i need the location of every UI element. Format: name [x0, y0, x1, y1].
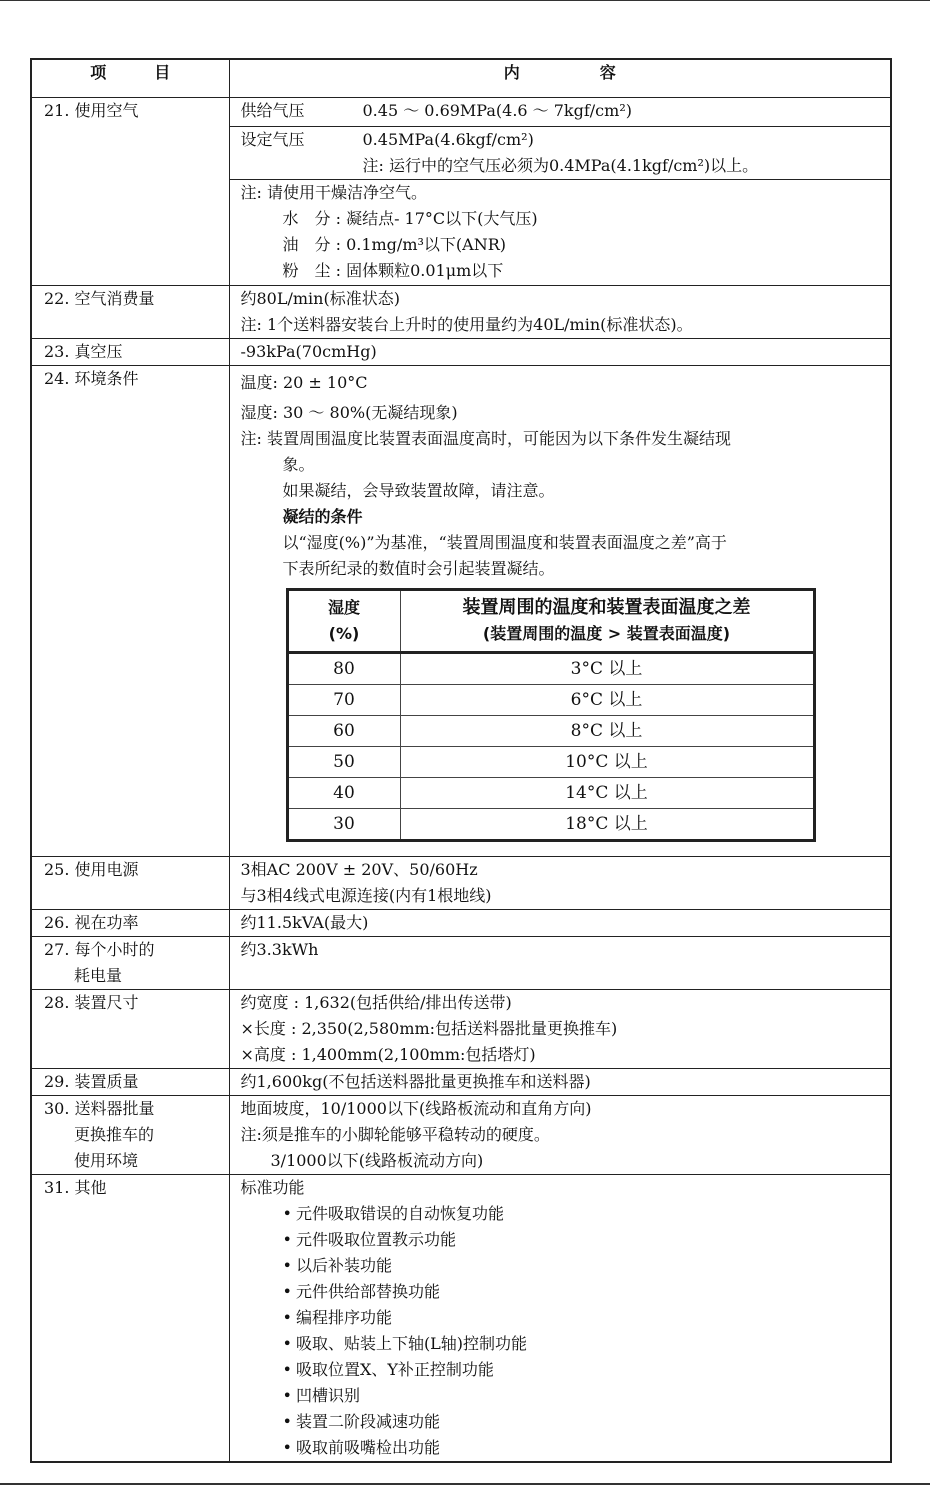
table-row: [31, 286, 891, 339]
item-label: 30. 送料器批量: [44, 1099, 155, 1118]
condensation-table: [286, 588, 816, 842]
condition-text: 下表所纪录的数值时会引起装置凝结。: [282, 559, 555, 578]
set-pressure-label: 设定气压: [230, 126, 351, 179]
supply-pressure-label: 供给气压: [230, 98, 351, 126]
header-content: 内 容: [229, 59, 891, 98]
dust-spec: 粉 尘 : 固体颗粒0.01μm以下: [282, 260, 504, 280]
condensation-note: 注: 装置周围温度比装置表面温度高时，可能因为以下条件发生凝结现: [240, 429, 731, 448]
content-line: 3相AC 200V ± 20V、50/60Hz: [240, 860, 478, 879]
content-line: 与3相4线式电源连接(内有1根地线): [240, 886, 492, 905]
set-pressure-note: 注: 运行中的空气压必须为0.4MPa(4.1kgf/cm²)以上。: [362, 155, 759, 175]
content-line: ×长度 : 2,350(2,580mm:包括送料器批量更换推车): [240, 1019, 618, 1038]
feature-item: • 元件吸取错误的自动恢复功能: [241, 1201, 891, 1227]
condition-text: 以“湿度(%)”为基准，“装置周围温度和装置表面温度之差”高于: [282, 533, 727, 552]
feature-item: • 吸取前吸嘴检出功能: [241, 1435, 891, 1461]
air-subtable: [230, 98, 891, 284]
table-row: [31, 98, 891, 286]
spec-table: [30, 58, 892, 1463]
humidity-header: 湿度 (%): [287, 590, 400, 653]
condensation-note-cont: 象。: [282, 455, 315, 474]
supply-pressure-value: 0.45 ～ 0.69MPa(4.6 ～ 7kgf/cm²): [351, 98, 891, 126]
table-row: [31, 339, 891, 366]
content-line: 地面坡度，10/1000以下(线路板流动和直角方向): [240, 1099, 592, 1118]
item-21: [31, 98, 229, 286]
table-row: [31, 910, 891, 937]
condition-title: 凝结的条件: [282, 507, 363, 526]
feature-item: • 吸取、贴装上下轴(L轴)控制功能: [241, 1331, 891, 1357]
table-row: 30 18°C 以上: [287, 809, 814, 841]
feature-item: • 凹槽识别: [241, 1383, 891, 1409]
table-row: [31, 937, 891, 990]
table-row: 60 8°C 以上: [287, 716, 814, 747]
table-row: 40 14°C 以上: [287, 778, 814, 809]
item-label: 使用环境: [74, 1151, 139, 1170]
table-row: 80 3°C 以上: [287, 653, 814, 685]
oil-spec: 油 分 : 0.1mg/m³以下(ANR): [282, 234, 506, 254]
table-row: [31, 366, 891, 857]
item-label: 31. 其他: [44, 1178, 107, 1197]
content-line: 约宽度 : 1,632(包括供给/排出传送带): [240, 993, 512, 1012]
humidity-spec: 湿度: 30 ～ 80%(无凝结现象): [240, 403, 458, 422]
air-note: 注: 请使用干燥洁净空气。: [240, 182, 427, 202]
feature-item: • 编程排序功能: [241, 1305, 891, 1331]
item-label: 29. 装置质量: [44, 1072, 139, 1091]
feature-item: • 以后补装功能: [241, 1253, 891, 1279]
item-label: 27. 每个小时的: [44, 940, 155, 959]
temperature-spec: 温度: 20 ± 10°C: [240, 373, 368, 392]
condensation-warning: 如果凝结，会导致装置故障，请注意。: [282, 481, 555, 500]
content-line: 约3.3kWh: [240, 940, 319, 959]
item-label: 26. 视在功率: [44, 913, 139, 932]
table-row: 50 10°C 以上: [287, 747, 814, 778]
bottom-rule: [0, 1483, 930, 1485]
feature-item: • 装置二阶段减速功能: [241, 1409, 891, 1435]
table-row: [31, 857, 891, 910]
item-label: 耗电量: [74, 966, 123, 985]
set-pressure-value: 0.45MPa(4.6kgf/cm²): [362, 129, 534, 149]
content-line: ×高度 : 1,400mm(2,100mm:包括塔灯): [240, 1045, 536, 1064]
water-spec: 水 分 : 凝结点- 17°C以下(大气压): [282, 208, 538, 228]
table-row: [31, 1096, 891, 1175]
table-row: [31, 1175, 891, 1463]
item-label: 24. 环境条件: [44, 369, 139, 388]
item-label: 28. 装置尺寸: [44, 993, 139, 1012]
item-label: 23. 真空压: [44, 342, 123, 361]
header-item: 项 目: [31, 59, 229, 98]
content-line: 注:须是推车的小脚轮能够平稳转动的硬度。: [240, 1125, 550, 1144]
item-label: 21. 使用空气: [44, 101, 139, 120]
item-label: 更换推车的: [74, 1125, 155, 1144]
content-line: -93kPa(70cmHg): [240, 342, 377, 361]
item-label: 25. 使用电源: [44, 860, 139, 879]
content-line: 3/1000以下(线路板流动方向): [270, 1151, 484, 1170]
standard-functions-title: 标准功能: [240, 1178, 305, 1197]
feature-item: • 元件吸取位置教示功能: [241, 1227, 891, 1253]
table-row: [31, 990, 891, 1069]
content-line: 约80L/min(标准状态): [240, 289, 400, 308]
table-header: [31, 59, 891, 98]
table-row: 70 6°C 以上: [287, 685, 814, 716]
content-line: 约1,600kg(不包括送料器批量更换推车和送料器): [240, 1072, 591, 1091]
content-line: 注: 1个送料器安装台上升时的使用量约为40L/min(标准状态)。: [240, 315, 693, 334]
content-line: 约11.5kVA(最大): [240, 913, 369, 932]
item-label: 22. 空气消费量: [44, 289, 155, 308]
table-row: [31, 1069, 891, 1096]
difference-header: 装置周围的温度和装置表面温度之差 (装置周围的温度 > 装置表面温度): [400, 590, 814, 653]
feature-item: • 元件供给部替换功能: [241, 1279, 891, 1305]
top-rule: [0, 0, 930, 1]
feature-item: • 吸取位置X、Y补正控制功能: [241, 1357, 891, 1383]
